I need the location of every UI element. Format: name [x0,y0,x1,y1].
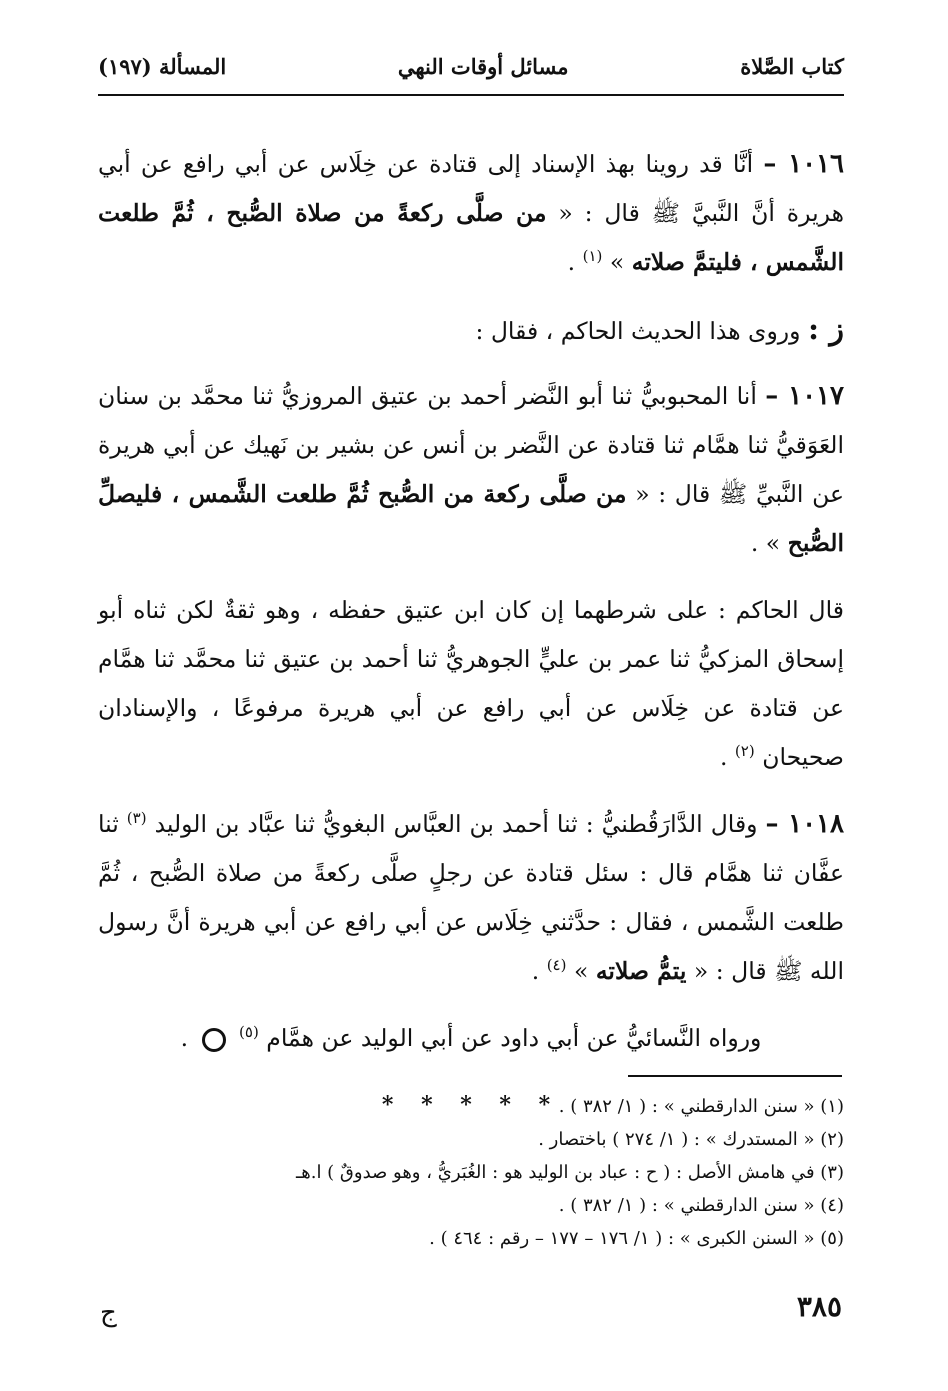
hadith-chain: أنَّا قد روينا بهذ الإسناد إلى قتادة عن خِلَاس عن أبي رافع عن أبي هريرة أنَّ النَّبيَّ ﷺ قال : « [98,150,844,227]
running-header [98,44,844,88]
footnote-ref: (٤) [546,956,567,975]
header-book-title: كتاب الصَّلاة [740,53,844,79]
main-text [98,140,844,1130]
hadith-1018 [98,800,844,996]
header-divider [98,94,844,96]
circle-end-icon [202,1028,226,1052]
footnote-divider [628,1075,842,1077]
zay-marker: ز : [807,312,844,347]
footnote-3: (٣) في هامش الأصل : ( ح : عباد بن الوليد هو : الغُبَريُّ ، وهو صدوقٌ ) ا.هـ [295,1162,844,1183]
comment-text: قال الحاكم : على شرطهما إن كان ابن عتيق حفظه ، وهو ثقةٌ لكن ثناه أبو إسحاق المزكيُّ ثنا عمر بن عليٍّ الجوهريُّ ثنا أحمد بن عتيق ثنا محمَّد ثنا همَّام عن قتادة عن خِلَاس عن أبي رافع عن أبي هريرة مرفوعًا ، والإسنادان صحيحان [98,596,844,771]
header-issue-number: المسألة (١٩٧) [98,53,227,79]
nasai-note [98,1014,844,1063]
hadith-number: ١٠١٨ – [765,809,844,839]
hadith-chain: أنا المحبوبيُّ ثنا أبو النَّضر أحمد بن عتيق المروزيُّ ثنا محمَّد بن سنان العَوَقيُّ ثنا همَّام ثنا قتادة عن النَّضر بن أنس عن بشير بن نَهيك عن أبي هريرة عن النَّبيِّ ﷺ قال : « [98,382,844,508]
hadith-number: ١٠١٦ – [763,149,844,179]
hadith-matn: من صلَّى ركعةً من صلاة الصُّبح ، ثُمَّ طلعت الشَّمس ، فليتمَّ صلاته [98,199,844,276]
page-number: ٣٨٥ [796,1290,842,1323]
header-section-title: مسائل أوقات النهي [397,53,569,79]
hadith-matn: يتمُّ صلاته [595,957,687,985]
footnote-5: (٥) « السنن الكبرى » : ( ١/ ١٧٦ – ١٧٧ – رقم : ٤٦٤ ) . [429,1228,844,1249]
zay-text: وروى هذا الحديث الحاكم ، فقال : [475,317,801,345]
quote-close: » [609,248,625,276]
quote-close: » . [750,529,781,557]
footnote-4: (٤) « سنن الدارقطني » : ( ١/ ٣٨٢ ) . [558,1195,844,1216]
nasai-text: ورواه النَّسائيُّ عن أبي داود عن أبي الوليد عن همَّام [266,1024,762,1052]
hadith-matn: من صلَّى ركعة من الصُّبح ثُمَّ طلعت الشَّمس ، فليصلِّ الصُّبح [98,480,844,557]
hadith-chain-part2: ثنا عفَّان ثنا همَّام قال : سئل قتادة عن رجلٍ صلَّى ركعةً من صلاة الصُّبح ، ثُمَّ طلعت الشَّمس ، فقال : حدَّثني خِلَاس عن أبي رافع عن أبي هريرة أنَّ رسول الله ﷺ قال : « [98,810,844,985]
footnote-ref: (١) [582,247,603,266]
period: . [567,248,576,276]
signature-letter: ج [100,1298,117,1328]
hakim-comment [98,586,844,782]
period: . [719,743,728,771]
footnote-1: (١) « سنن الدارقطني » : ( ١/ ٣٨٢ ) . [558,1096,844,1117]
period: . [180,1024,189,1052]
hadith-number: ١٠١٧ – [765,381,844,411]
footnote-ref: (٥) [239,1023,259,1042]
period: . [531,957,540,985]
quote-close: » [573,957,589,985]
hadith-1017 [98,372,844,568]
footnote-2: (٢) « المستدرك » : ( ١/ ٢٧٤ ) باختصار . [538,1129,844,1150]
hadith-1016 [98,140,844,287]
hadith-chain-part1: وقال الدَّارَقُطنيُّ : ثنا أحمد بن العبَّاس البغويُّ ثنا عبَّاد بن الوليد [154,810,758,838]
section-separator: * * * * * [381,1092,561,1118]
footnote-ref: (٢) [734,742,755,761]
zay-note [98,305,844,356]
footnote-ref: (٣) [126,809,147,828]
footnotes [98,1090,844,1255]
